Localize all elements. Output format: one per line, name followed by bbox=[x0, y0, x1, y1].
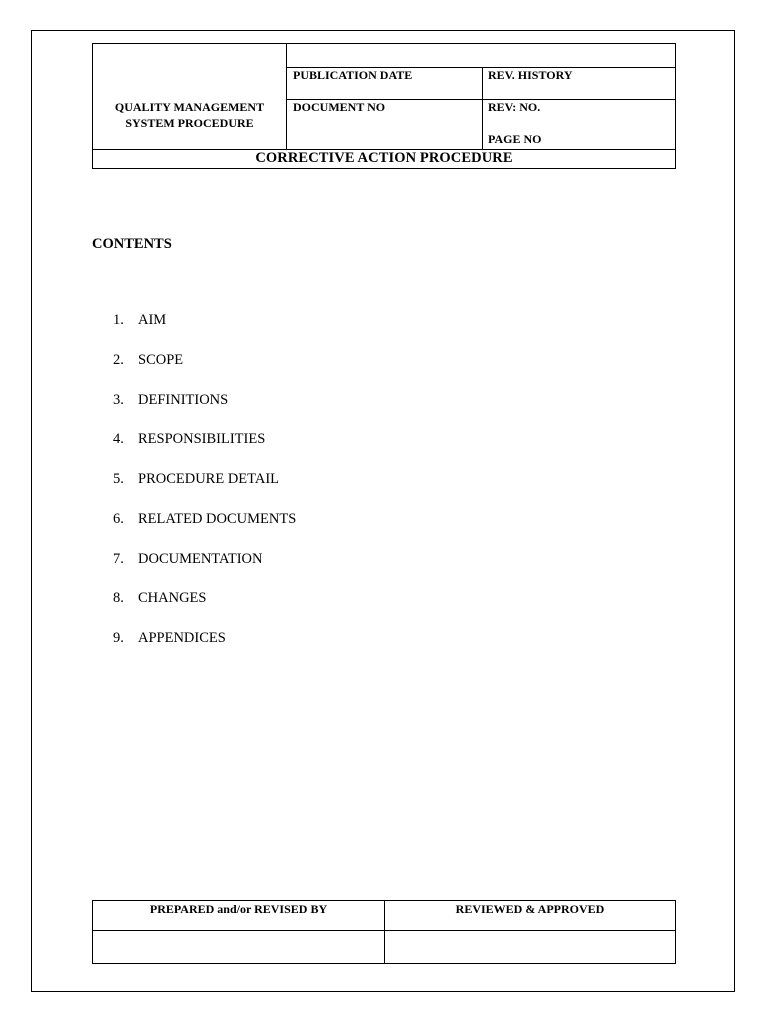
toc-item-definitions bbox=[113, 391, 296, 431]
publication-date-label: PUBLICATION DATE bbox=[293, 68, 413, 82]
prepared-by-label: PREPARED and/or REVISED BY bbox=[149, 902, 328, 916]
document-no-label: DOCUMENT NO bbox=[293, 100, 386, 114]
toc-number: 5. bbox=[113, 471, 124, 487]
toc-number: 9. bbox=[113, 630, 124, 646]
toc-number: 3. bbox=[113, 391, 124, 408]
toc-label: APPENDICES bbox=[138, 630, 226, 646]
approval-table bbox=[92, 900, 676, 964]
toc-item-appendices bbox=[113, 629, 296, 669]
rev-no-label: REV: NO. bbox=[488, 100, 541, 114]
reviewed-approved-label: REVIEWED & APPROVED bbox=[455, 902, 605, 916]
page-no-label: PAGE NO bbox=[488, 132, 542, 146]
toc-number: 1. bbox=[113, 312, 124, 328]
toc-label: CHANGES bbox=[138, 590, 207, 607]
toc-item-changes bbox=[113, 589, 296, 629]
toc-number: 2. bbox=[113, 351, 124, 368]
toc-number: 8. bbox=[113, 590, 124, 607]
toc-label: AIM bbox=[138, 312, 167, 328]
toc-label: DOCUMENTATION bbox=[138, 550, 263, 567]
toc-item-related-documents bbox=[113, 510, 296, 550]
header-divider-right bbox=[482, 67, 483, 149]
document-header-table bbox=[92, 43, 676, 169]
toc-label: RESPONSIBILITIES bbox=[138, 431, 266, 448]
prepared-by-signature-cell[interactable] bbox=[93, 931, 384, 963]
toc-item-scope bbox=[113, 351, 296, 391]
toc-label: RELATED DOCUMENTS bbox=[138, 510, 297, 527]
toc-item-responsibilities bbox=[113, 430, 296, 470]
table-of-contents bbox=[113, 311, 296, 669]
toc-item-procedure-detail bbox=[113, 470, 296, 510]
qms-title bbox=[93, 99, 286, 131]
contents-heading: CONTENTS bbox=[92, 236, 172, 252]
toc-item-aim bbox=[113, 311, 296, 351]
qms-title-line-2: SYSTEM PROCEDURE bbox=[125, 116, 254, 130]
toc-item-documentation bbox=[113, 550, 296, 590]
toc-label: SCOPE bbox=[138, 351, 184, 368]
header-divider-left bbox=[286, 44, 287, 149]
toc-number: 4. bbox=[113, 431, 124, 448]
toc-label: PROCEDURE DETAIL bbox=[138, 471, 280, 487]
procedure-title: CORRECTIVE ACTION PROCEDURE bbox=[255, 150, 513, 166]
rev-history-label: REV. HISTORY bbox=[488, 68, 573, 82]
toc-number: 6. bbox=[113, 510, 124, 527]
toc-label: DEFINITIONS bbox=[138, 391, 229, 408]
qms-title-line-1: QUALITY MANAGEMENT bbox=[114, 100, 265, 114]
toc-number: 7. bbox=[113, 550, 124, 567]
reviewed-approved-signature-cell[interactable] bbox=[385, 931, 675, 963]
